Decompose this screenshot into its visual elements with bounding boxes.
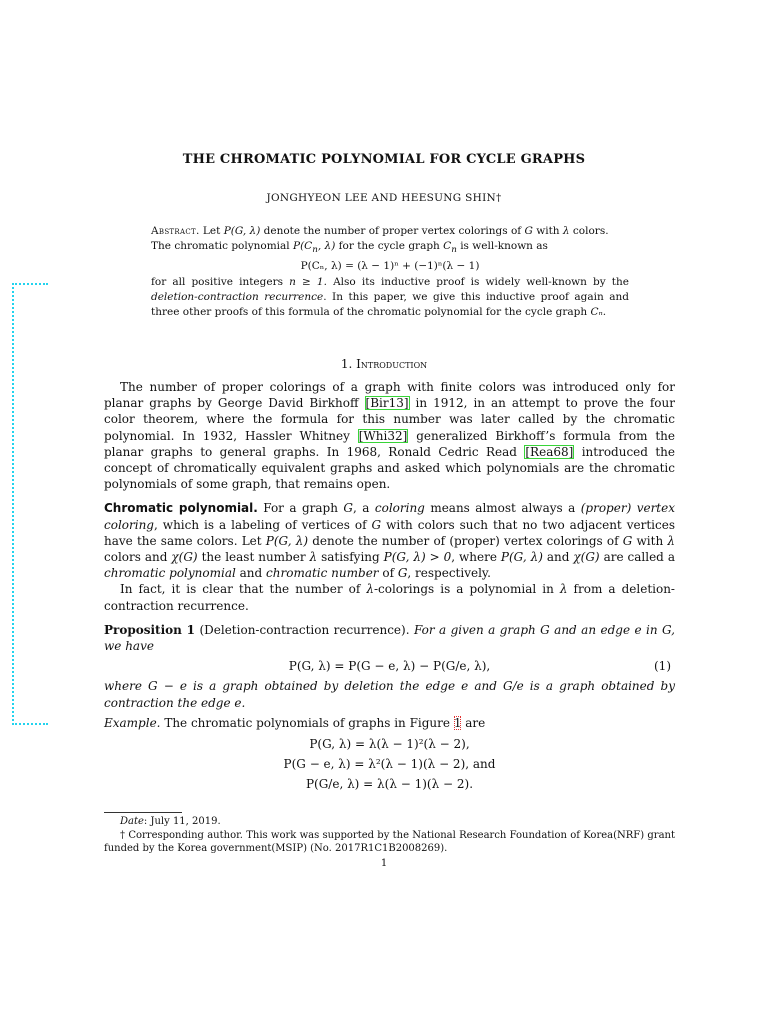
paragraph-text: The chromatic polynomials of graphs in Figure xyxy=(160,715,454,730)
chromatic-paragraph xyxy=(104,500,675,581)
paragraph-text: with xyxy=(632,533,668,548)
abstract-text: for all positive integers xyxy=(151,276,290,289)
paragraph-text: are xyxy=(461,715,486,730)
paragraph-text: , which is a labeling of vertices of xyxy=(154,517,372,532)
math-inline: n xyxy=(312,245,318,256)
example-label: Example. xyxy=(104,715,161,730)
citation-link[interactable]: [Bir13] xyxy=(365,396,409,411)
math-inline: P(G, λ) xyxy=(500,550,543,565)
paragraph-text: , where xyxy=(451,550,501,565)
math-inline: G xyxy=(524,225,533,237)
margin-annotation-box xyxy=(12,283,48,725)
abstract-line-3 xyxy=(151,275,629,320)
paragraph-text: , respectively. xyxy=(407,566,491,581)
math-inline: P(G, λ) > 0 xyxy=(383,550,452,565)
footnote-text: : July 11, 2019. xyxy=(143,816,221,827)
proposition xyxy=(104,622,675,654)
paragraph-text: and xyxy=(235,566,267,581)
math-inline: P(C xyxy=(293,240,313,252)
abstract-text: . xyxy=(602,306,607,319)
abstract-text: . Also its inductive proof is widely well-known by the xyxy=(323,276,630,289)
math-inline: λ xyxy=(366,582,374,597)
math-inline: n xyxy=(451,245,457,256)
equation-line: P(G − e, λ) = λ²(λ − 1)(λ − 2), and xyxy=(283,757,496,772)
citation-link[interactable]: [Rea68] xyxy=(525,444,574,459)
paragraph-text: In fact, it is clear that the number of xyxy=(120,582,367,597)
section-heading xyxy=(0,357,768,371)
paragraph-text: of xyxy=(378,566,398,581)
paragraph-text: For a graph xyxy=(257,501,344,516)
paragraph-text: are called a xyxy=(599,550,675,565)
equation-line: P(G/e, λ) = λ(λ − 1)(λ − 2). xyxy=(305,777,474,792)
section-name: Introduction xyxy=(356,357,428,371)
math-inline: λ xyxy=(667,533,675,548)
example xyxy=(104,715,675,731)
paragraph-text: with colors such that no two adjacent vertices have the same colors. Let xyxy=(104,517,675,548)
emphasis: chromatic number xyxy=(266,566,379,581)
abstract-text: with xyxy=(532,225,563,237)
math-inline: Cₙ xyxy=(590,306,603,319)
footnotes xyxy=(104,815,675,856)
emphasis: (proper) vertex coloring xyxy=(104,501,675,532)
paper-title: THE CHROMATIC POLYNOMIAL FOR CYCLE GRAPHS xyxy=(182,152,586,167)
body-text xyxy=(104,379,675,797)
math-inline: P(G, λ) xyxy=(223,225,261,237)
paragraph-text: generalized Birkhoff’s formula from the planar graphs to general graphs. In 1968, Ronald Cedric Read xyxy=(104,428,675,459)
math-inline: G xyxy=(622,533,633,548)
proposition-statement: where G − e is a graph obtained by deletion the edge e and G/e is a graph obtained by contraction the edge e. xyxy=(104,679,675,710)
equation-number: (1) xyxy=(654,659,671,674)
math-inline: λ xyxy=(559,582,568,597)
math-inline: χ(G) xyxy=(171,550,198,565)
paragraph-text: satisfying xyxy=(317,550,384,565)
citation-link[interactable]: [Whi32] xyxy=(358,428,408,443)
abstract-text: denote the number of proper vertex colorings of xyxy=(260,225,525,237)
paragraph-text: -colorings is a polynomial in xyxy=(373,582,560,597)
paragraph-text: colors and xyxy=(104,550,172,565)
paragraph-heading: Chromatic polynomial. xyxy=(104,501,258,516)
abstract-text: is well-known as xyxy=(456,240,548,252)
footnote-date xyxy=(104,815,675,829)
math-inline: P(G, λ) xyxy=(265,533,309,548)
section-number: 1. xyxy=(340,357,353,371)
paragraph-text: in 1912, in an attempt to prove the four color theorem, where the formula for this number was later called by the chromatic polynomial. In 1932, Hassler Whitney xyxy=(104,396,675,443)
footnote-label: Date xyxy=(120,816,144,827)
paragraph-text: and xyxy=(542,550,574,565)
emphasis: coloring xyxy=(374,501,425,516)
math-inline: C xyxy=(443,240,452,252)
abstract-text: Let xyxy=(199,225,224,237)
paragraph-text: the least number xyxy=(197,550,310,565)
math-inline: G xyxy=(397,566,408,581)
paragraph-text: introduced the concept of chromatically equivalent graphs and asked which polynomials are the chromatic polynomials of some graph, that remains open. xyxy=(104,444,676,492)
proposition-name: (Deletion-contraction recurrence). xyxy=(195,622,410,637)
display-equation xyxy=(104,658,675,674)
proposition-statement: For a given a graph G and an edge e in G, we have xyxy=(104,622,675,654)
paragraph-text: denote the number of (proper) vertex colorings of xyxy=(308,533,623,548)
math-inline: , λ) xyxy=(317,240,336,252)
aligned-equations xyxy=(104,734,675,794)
equation-body: P(G, λ) = P(G − e, λ) − P(G/e, λ), xyxy=(288,659,491,674)
abstract-equation: P(Cₙ, λ) = (λ − 1)ⁿ + (−1)ⁿ(λ − 1) xyxy=(300,260,480,273)
paragraph-text: from a deletion-contraction recurrence. xyxy=(104,582,675,613)
footnote-rule xyxy=(104,812,182,813)
math-inline: λ xyxy=(562,225,570,237)
footnote-corresponding: † Corresponding author. This work was supported by the National Research Foundation of Korea(NRF) grant funded by the Korea government(MSIP) (No. 2017R1C1B2008269). xyxy=(104,829,675,854)
paragraph-text: , a xyxy=(353,501,375,516)
emphasis: deletion-contraction recurrence xyxy=(151,291,324,304)
abstract-text: . In this paper, we give this inductive proof again and three other proofs of this formula of the chromatic polynomial for the cycle graph xyxy=(151,291,630,319)
abstract-line-2 xyxy=(151,239,629,258)
math-inline: χ(G) xyxy=(573,550,600,565)
page-number: 1 xyxy=(380,858,388,869)
abstract-line-1 xyxy=(151,224,629,239)
abstract xyxy=(151,224,629,320)
math-inline: λ xyxy=(309,550,318,565)
paragraph-text: The number of proper colorings of a graph with finite colors was introduced only for planar graphs by George David Birkhoff xyxy=(104,380,675,411)
paper-authors: JONGHYEON LEE AND HEESUNG SHIN† xyxy=(266,192,502,204)
proposition-label: Proposition 1 xyxy=(104,622,196,637)
abstract-text: The chromatic polynomial xyxy=(151,240,294,252)
equation-line: P(G, λ) = λ(λ − 1)²(λ − 2), xyxy=(309,737,470,752)
emphasis: chromatic polynomial xyxy=(104,566,236,581)
math-inline: G xyxy=(371,517,382,532)
abstract-label: Abstract. xyxy=(151,225,200,237)
figure-link[interactable]: 1 xyxy=(453,715,462,730)
math-inline: n ≥ 1 xyxy=(289,276,324,289)
intro-paragraph xyxy=(104,379,675,492)
math-inline: G xyxy=(343,501,353,516)
paragraph-text: means almost always a xyxy=(424,501,581,516)
abstract-text: colors. xyxy=(569,225,609,237)
chromatic-paragraph-2 xyxy=(104,581,675,613)
proposition-after xyxy=(104,678,675,710)
abstract-text: for the cycle graph xyxy=(335,240,444,252)
